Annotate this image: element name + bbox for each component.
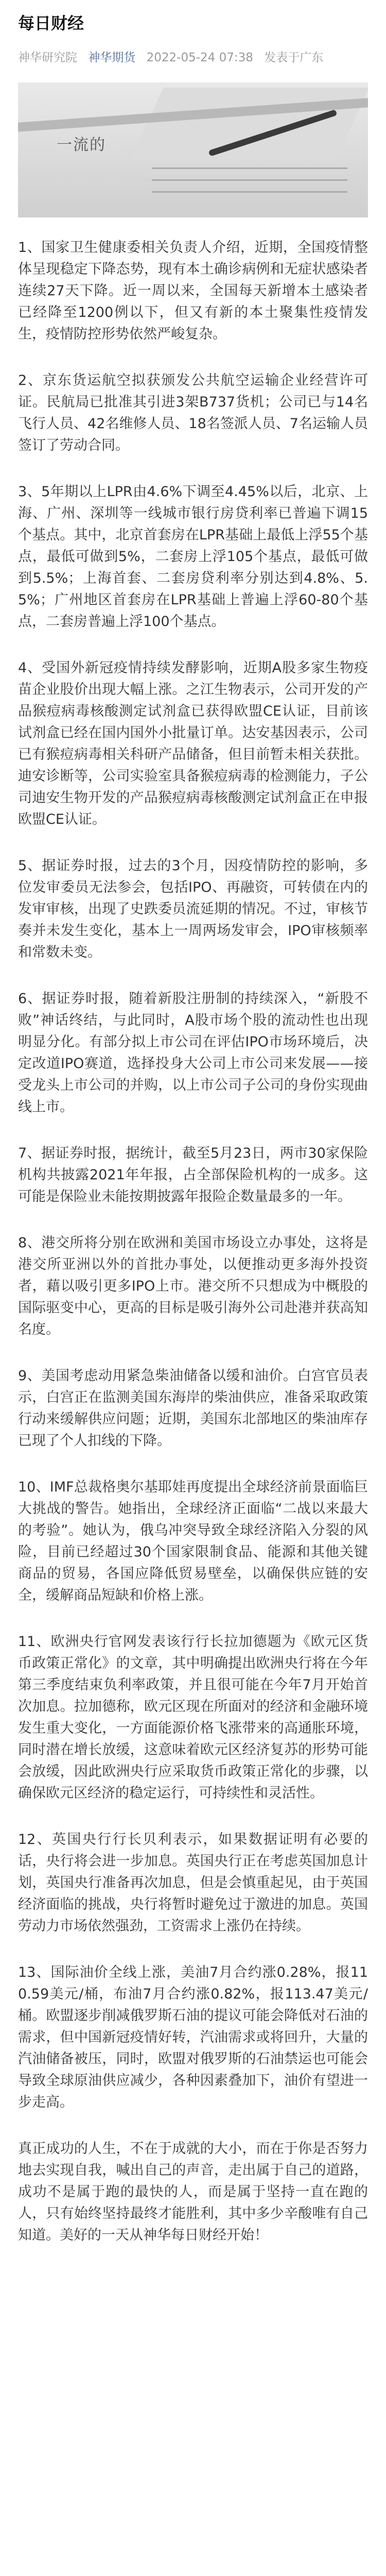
news-item: 13、国际油价全线上涨，美油7月合约涨0.28%，报110.59美元/桶，布油7月合约涨0.82%，报113.47美元/桶。欧盟逐步削减俄罗斯石油的提议可能会降低对石油的需求，但中国新冠疫情好转，汽油需求或将回升，大量的汽油储备被压，同时，欧盟对俄罗斯的石油禁运也可能会导致全球原油供应减少，各种因素叠加下，油价有望进一步走高。 <box>18 1964 368 2110</box>
meta-location: 发表于广东 <box>264 51 324 64</box>
article-meta <box>18 48 330 65</box>
news-item: 4、受国外新冠疫情持续发酵影响，近期A股多家生物疫苗企业股价出现大幅上涨。之江生物表示，公司开发的产品猴痘病毒核酸测定试剂盒已获得欧盟CE认证，目前该试剂盒已经在国内国外小批量订单。达安基因表示，公司已有猴痘病毒相关科研产品储备，但目前暂未相关获批。迪安诊断等，公司实验室具备猴痘病毒的检测能力，子公司迪安生物开发的产品猴痘病毒核酸测定试剂盒正在申报欧盟CE认证。 <box>18 660 368 827</box>
meta-account-link[interactable]: 神华期货 <box>88 51 136 64</box>
article-title: 每日财经 <box>18 13 84 33</box>
news-item: 8、港交所将分别在欧洲和美国市场设立办事处，这将是港交所亚洲以外的首批办事处，以便推动更多海外投资者，藉以吸引更多IPO上市。港交所不只想成为中概股的国际驱变中心，更高的目标是吸引海外公司赴港并获高知名度。 <box>18 1235 368 1337</box>
news-item: 7、据证券时报，据统计，截至5月23日，两市30家保险机构共披露2021年年报，占全部保险机构的一成多。这可能是保险业未能按期披露年报险企数量最多的一年。 <box>18 1145 368 1205</box>
news-item: 5、据证券时报，过去的3个月，因疫情防控的影响，多位发审委员无法参会，包括IPO、再融资，可转债在内的发审审核，出现了史跌委员流延期的情况。不过，审核节奏并未发生变化，基本上一周两场发审会，IPO审核频率和常数未变。 <box>18 858 368 960</box>
meta-datetime: 2022-05-24 07:38 <box>146 51 253 64</box>
meta-source: 神华研究院 <box>18 51 77 64</box>
news-item: 9、美国考虑动用紧急柴油储备以缓和油价。白宫官员表示，白宫正在监测美国东海岸的柴油供应，准备采取政策行动来缓解供应问题；近期，美国东北部地区的柴油库存已现了个人扣线的下降。 <box>18 1368 368 1449</box>
news-item: 3、5年期以上LPR由4.6%下调至4.45%以后，北京、上海、广州、深圳等一线城市银行房贷利率已普遍下调15个基点。其中，北京首套房在LPR基础上最低上浮55个基点，最低可做到5%，二套房上浮105个基点，最低可做到5.5%；上海首套、二套房贷利率分别达到4.8%、5.5%；广州地区首套房在LPR基础上普遍上浮60-80个基点，二套房普遍上浮100个基点。 <box>18 484 368 630</box>
news-item: 10、IMF总裁格奥尔基耶娃再度提出全球经济前景面临巨大挑战的警告。她指出，全球经济正面临“二战以来最大的考验”。她认为，俄乌冲突导致全球经济陷入分裂的风险，目前已经超过30个国家限制食品、能源和其他关键商品的贸易，各国应降低贸易壁垒，以确保供应链的安全，缓解商品短缺和价格上涨。 <box>18 1479 368 1603</box>
cover-caption: 一流的 <box>57 136 106 154</box>
paper-lines <box>152 167 347 203</box>
news-item: 11、欧洲央行官网发表该行行长拉加德题为《欧元区货币政策正常化》的文章，其中明确提出欧洲央行将在今年第三季度结束负利率政策，并且很可能在今年7月开始首次加息。拉加德称，欧元区现在所面对的经济和金融环境发生重大变化，一方面能源价格飞涨带来的高通胀环境，同时潜在增长放缓，这意味着欧元区经济复苏的形势可能会放缓，因此欧洲央行应采取货币政策正常化的步骤，以确保欧元区经济的稳定运行，可持续性和灵活性。 <box>18 1634 368 1801</box>
news-item: 12、英国央行行长贝利表示，如果数据证明有必要的话，央行将会进一步加息。英国央行正在考虑英国加息计划，英国央行准备再次加息，但是会慎重起见，由于英国经济面临的挑战，央行将暂时避免过于激进的加息。英国劳动力市场依然强劲，工资需求上涨仍在持续。 <box>18 1832 368 1934</box>
closing-message: 真正成功的人生，不在于成就的大小，而在于你是否努力地去实现自我，喊出自己的声音，走出属于自己的道路，成功不是属于跑的最快的人，而是属于坚持一直在跑的人，只有始终坚持最终才能胜利，其中多少辛酸唯有自己知道。美好的一天从神华每日财经开始！ <box>18 2141 368 2243</box>
article-body <box>18 237 368 2271</box>
cover-shape <box>130 88 368 160</box>
cover-image <box>18 82 368 217</box>
news-item: 1、国家卫生健康委相关负责人介绍，近期，全国疫情整体呈现稳定下降态势，现有本土确诊病例和无症状感染者连续27天下降。近一周以来，全国每天新增本土感染者已经降至1200例以下，但又有新的本土聚集性疫情发生，疫情防控形势依然严峻复杂。 <box>18 240 368 342</box>
news-item: 2、京东货运航空拟获颁发公共航空运输企业经营许可证。民航局已批准其引进3架B737货机；公司已与14名飞行人员、42名维修人员、18名签派人员、7名运输人员签订了劳动合同。 <box>18 372 368 453</box>
news-item: 6、据证券时报，随着新股注册制的持续深入，“新股不败”神话终结，与此同时，A股市场个股的流动性也出现明显分化。有部分拟上市公司在评估IPO市场环境后，决定改道IPO赛道，选择投身大公司上市公司来发展——接受龙头上市公司的并购，以上市公司子公司的身份实现曲线上市。 <box>18 991 368 1115</box>
